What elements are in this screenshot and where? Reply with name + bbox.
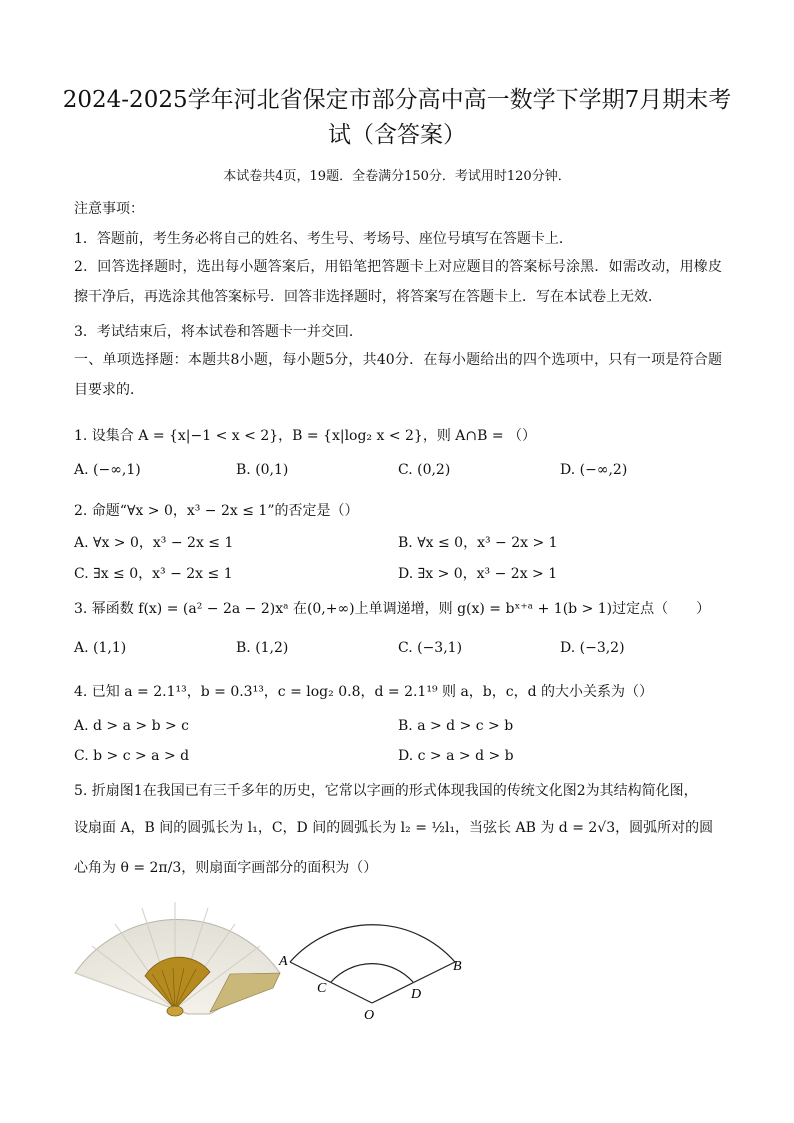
question-2-stem: 2. 命题“∀x > 0，x³ − 2x ≤ 1”的否定是（） — [74, 503, 359, 519]
fan-structure-diagram — [270, 890, 470, 1025]
q1-option-b: B. (0,1) — [236, 462, 289, 478]
note-item-1: 1．答题前，考生务必将自己的姓名、考生号、考场号、座位号填写在答题卡上． — [74, 231, 573, 247]
question-1-stem: 1. 设集合 A = {x|−1 < x < 2}，B = {x|log₂ x < 2}，则 A∩B = （） — [74, 428, 537, 444]
q2-option-b: B. ∀x ≤ 0，x³ − 2x > 1 — [398, 535, 558, 551]
section-1-heading: 一、单项选择题：本题共8小题，每小题5分，共40分．在每小题给出的四个选项中，只有一项是符合题目要求的． — [74, 352, 722, 398]
note-item-2: 2．回答选择题时，选出每小题答案后，用铅笔把答题卡上对应题目的答案标号涂黑．如需改动，用橡皮擦干净后，再选涂其他答案标号．回答非选择题时，将答案写在答题卡上．写在本试卷上无效． — [74, 259, 722, 305]
q4-option-a: A. d > a > b > c — [74, 718, 190, 734]
q3-option-a: A. (1,1) — [74, 640, 127, 656]
label-d: D — [411, 987, 422, 1002]
label-o: O — [364, 1008, 375, 1023]
q2-option-a: A. ∀x > 0，x³ − 2x ≤ 1 — [74, 535, 234, 551]
label-a: A — [279, 954, 288, 969]
exam-info: 本试卷共4页，19题．全卷满分150分．考试用时120分钟． — [223, 169, 571, 184]
q2-option-c: C. ∃x ≤ 0，x³ − 2x ≤ 1 — [74, 566, 233, 582]
q1-option-c: C. (0,2) — [398, 462, 451, 478]
folding-fan-illustration — [70, 896, 285, 1021]
question-5-line3: 心角为 θ = 2π/3，则扇面字画部分的面积为（） — [74, 860, 378, 876]
doc-title-line1: 2024-2025学年河北省保定市部分高中高一数学下学期7月期末考 — [62, 87, 732, 113]
q3-option-d: D. (−3,2) — [560, 640, 625, 656]
notes-heading: 注意事项： — [74, 201, 144, 217]
radius-oa — [290, 962, 372, 1003]
q3-option-c: C. (−3,1) — [398, 640, 463, 656]
q4-option-b: B. a > d > c > b — [398, 718, 514, 734]
doc-title-line2: 试（含答案） — [328, 122, 466, 148]
question-5-line1: 5. 折扇图1在我国已有三千多年的历史，它常以字画的形式体现我国的传统文化图2为其结构简化图， — [74, 783, 698, 799]
question-5-line2: 设扇面 A，B 间的圆弧长为 l₁，C，D 间的圆弧长为 l₂ = ½l₁，当弦长 AB 为 d = 2√3，圆弧所对的圆 — [74, 820, 714, 836]
q4-option-d: D. c > a > d > b — [398, 748, 514, 764]
outer-arc-ab — [290, 925, 455, 962]
q1-option-a: A. (−∞,1) — [74, 462, 141, 478]
q3-option-b: B. (1,2) — [236, 640, 289, 656]
label-c: C — [317, 981, 327, 996]
question-4-stem: 4. 已知 a = 2.1¹³，b = 0.3¹³，c = log₂ 0.8，d = 2.1¹⁹ 则 a，b，c，d 的大小关系为（） — [74, 684, 654, 700]
q2-option-d: D. ∃x > 0，x³ − 2x > 1 — [398, 566, 558, 582]
label-b: B — [453, 959, 462, 974]
q1-option-d: D. (−∞,2) — [560, 462, 628, 478]
q4-option-c: C. b > c > a > d — [74, 748, 190, 764]
question-3-stem: 3. 幂函数 f(x) = (a² − 2a − 2)xᵃ 在(0,+∞)上单调递增，则 g(x) = bˣ⁺ᵃ + 1(b > 1)过定点（ ） — [74, 601, 711, 617]
note-item-3: 3．考试结束后，将本试卷和答题卡一并交回． — [74, 324, 363, 340]
inner-arc-cd — [331, 964, 413, 982]
